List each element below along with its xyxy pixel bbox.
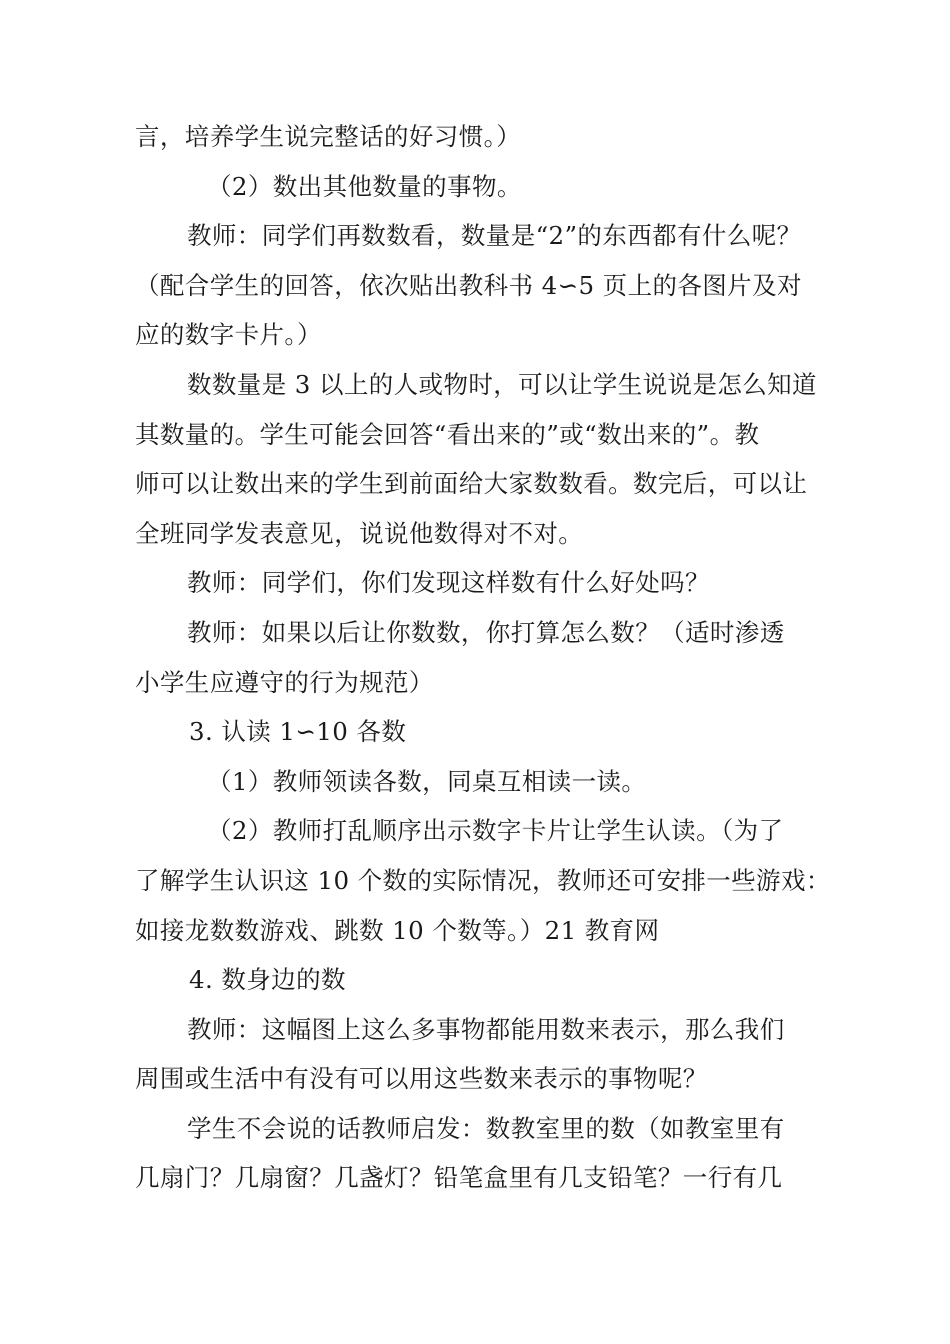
text-line-17: 如接龙数数游戏、跳数 10 个数等。）21 教育网: [135, 915, 660, 945]
text-line-5: 应的数字卡片。）: [135, 320, 322, 350]
text-line-11: 教师：如果以后让你数数，你打算怎么数？（适时渗透: [187, 617, 785, 647]
section-heading-4: 4. 数身边的数: [189, 965, 346, 995]
document-body: [135, 112, 831, 1203]
section-heading-3: 3. 认读 1∽10 各数: [189, 717, 407, 747]
text-line-20: 周围或生活中有没有可以用这些数来表示的事物呢？: [135, 1064, 708, 1094]
text-line-1: 言，培养学生说完整话的好习惯。）: [135, 122, 522, 151]
text-line-15: （2）教师打乱顺序出示数字卡片让学生认读。（为了: [207, 816, 784, 846]
text-line-9: 全班同学发表意见，说说他数得对不对。: [135, 518, 584, 548]
text-line-8: 师可以让数出来的学生到前面给大家数数看。数完后，可以让: [135, 469, 808, 499]
text-line-19: 教师：这幅图上这么多事物都能用数来表示，那么我们: [187, 1014, 785, 1044]
text-line-4: （配合学生的回答，依次贴出教科书 4∽5 页上的各图片及对: [135, 270, 802, 300]
text-line-3: 教师：同学们再数数看，数量是“2”的东西都有什么呢？: [187, 221, 802, 251]
text-line-14: （1）教师领读各数，同桌互相读一读。: [207, 766, 647, 796]
text-line-6: 数数量是 3 以上的人或物时，可以让学生说说是怎么知道: [187, 369, 817, 399]
text-line-10: 教师：同学们，你们发现这样数有什么好处吗？: [187, 568, 710, 598]
text-line-16: 了解学生认识这 10 个数的实际情况，教师还可安排一些游戏：: [135, 865, 831, 895]
text-line-7: 其数量的。学生可能会回答“看出来的”或“数出来的”。教: [135, 419, 760, 449]
text-line-22: 几扇门？几扇窗？几盏灯？铅笔盒里有几支铅笔？一行有几: [135, 1163, 783, 1193]
text-line-2: （2）数出其他数量的事物。: [207, 171, 522, 201]
text-line-12: 小学生应遵守的行为规范）: [135, 667, 434, 697]
text-line-21: 学生不会说的话教师启发：数教室里的数（如教室里有: [187, 1113, 785, 1143]
